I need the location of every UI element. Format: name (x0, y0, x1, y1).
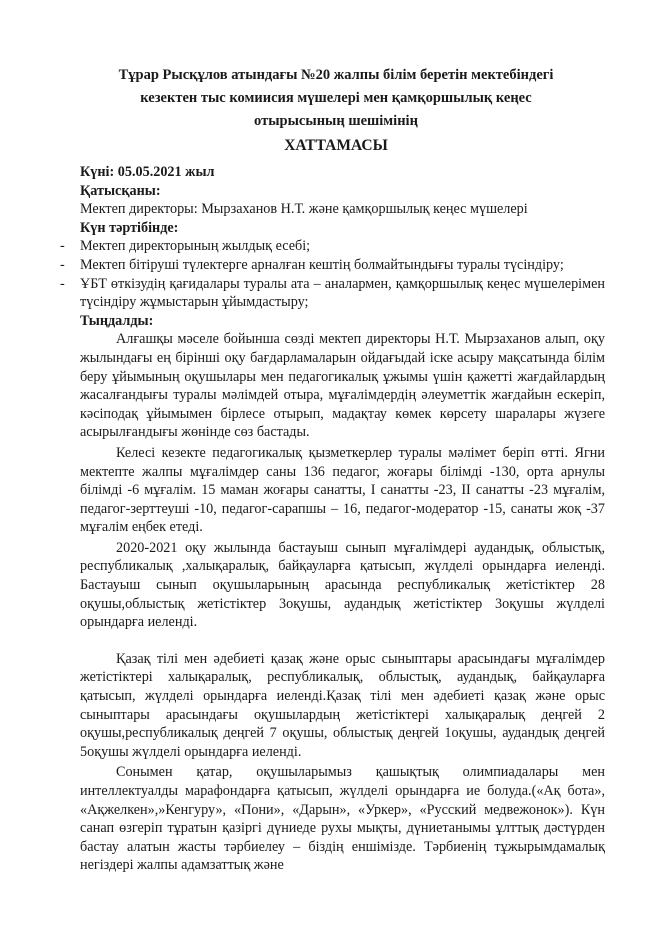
participants-heading: Қатысқаны: (80, 182, 161, 199)
dash-bullet: - (60, 238, 65, 255)
agenda-heading: Күн тәртібінде: (80, 219, 179, 236)
body-paragraph: Алғашқы мәселе бойынша сөзді мектеп директоры Н.Т. Мырзаханов алып, оқу жылындағы ең бірінші оқу бағдарламаларын ойдағыдай іске асыру мақсатында білім беру ұйымының оқушылары мен педагогикалық ұжымы үшін қажетті жағдайлардың жасалғандығы туралы мәлімдей отыра, мұғалімдердің әлеуметтік жағдайын ескеріп, кәсіподақ ұйымымен бірлесе отырып, мадақтау көмек көрсету шаралары жүзеге асырылғандығы жөнінде сөз бастады. (80, 331, 605, 441)
listened-heading: Тыңдалды: (80, 312, 154, 329)
agenda-item-text: Мектеп бітіруші түлектерге арналған кештің болмайтындығы туралы түсіндіру; (80, 256, 564, 273)
agenda-item-text: Мектеп директорының жылдық есебі; (80, 238, 311, 255)
title-line-1: Тұрар Рысқұлов атындағы №20 жалпы білім беретін мектебіндегі (118, 67, 554, 83)
document-type-title: ХАТТАМАСЫ (284, 137, 388, 154)
date-line: Күні: 05.05.2021 жыл (80, 164, 215, 180)
title-line-3: отырысының шешімінің (254, 113, 418, 129)
agenda-list (60, 237, 605, 311)
body-paragraph: Келесі кезекте педагогикалық қызметкерлер туралы мәлімет беріп өтті. Ягни мектепте жалпы мұғалімдер саны 136 педагог, жоғары білімді -130, орта арнулы білімді -6 мұғалім. 15 маман жоғары санатты, І санатты -23, ІІ санатты -23 мұғалім, педагог-зерттеуші -10, педагог-сарапшы – 16, педагог-модератор -15, санаты жоқ -37 мұғалім еңбек етеді. (80, 444, 605, 536)
body-paragraph: 2020-2021 оқу жылында бастауыш сынып мұғалімдері аудандық, облыстық, республикалық ,халықаралық, байқауларға қатысып, жүлделі орындарға иеленді. Бастауыш сынып оқушыларының арасында республикалық жетістіктер 28 оқушы,облыстық жетістіктер 3оқушы, аудандық жетістіктер 3оқушы жүлделі орындарға иеленді. (80, 539, 605, 631)
agenda-item (60, 256, 605, 275)
participants-text: Мектеп директоры: Мырзаханов Н.Т. және қамқоршылық кеңес мүшелері (80, 201, 528, 218)
agenda-item (60, 237, 605, 256)
document-header (0, 64, 672, 157)
body-paragraph: Қазақ тілі мен әдебиеті қазақ және орыс сыныптары арасындағы мұғалімдер жетістіктері халықаралық, республикалық, облыстық, аудандық, байқауларға қатысып, жүлделі орындарға иеленді.Қазақ тілі мен әдебиеті қазақ және орыс сыныптары арасындағы оқушылардың жетістіктері халықаралық деңгей 2 оқушы,республикалық деңгей 7 оқушы, облыстық деңгей 1оқушы, аудандық деңгей 5оқушы жүлделі орындарға иеленді. (80, 650, 605, 760)
document-body (60, 163, 605, 875)
body-paragraph: Сонымен қатар, оқушыларымыз қашықтық олимпиадалары мен интеллектуалды марафондарға қатысып, жүлделі орындарға ие болуда.(«Ақ бота», «Ақжелкен»,»Кенгуру», «Пони», «Дарын», «Уркер», «Русский медвежонок»). Күн санап өзгеріп тұратын қазіргі дүниеде рухы мықты, дүниетанымы ұлттық дәстүрден бастау алатын жасты тәрбиелеу – біздің еншімізде. Тәрбиенің тұжырымдамалық негіздері жалпы адамзаттық және (80, 764, 605, 874)
agenda-item (60, 275, 605, 312)
dash-bullet: - (60, 275, 65, 292)
title-line-2: кезектен тыс комиисия мүшелері мен қамқоршылық кеңес (140, 90, 532, 106)
agenda-item-text: ҰБТ өткізудің қағидалары туралы ата – аналармен, қамқоршылық кеңес мүшелерімен түсіндіру жұмыстарын ұйымдастыру; (80, 275, 605, 311)
dash-bullet: - (60, 256, 65, 273)
